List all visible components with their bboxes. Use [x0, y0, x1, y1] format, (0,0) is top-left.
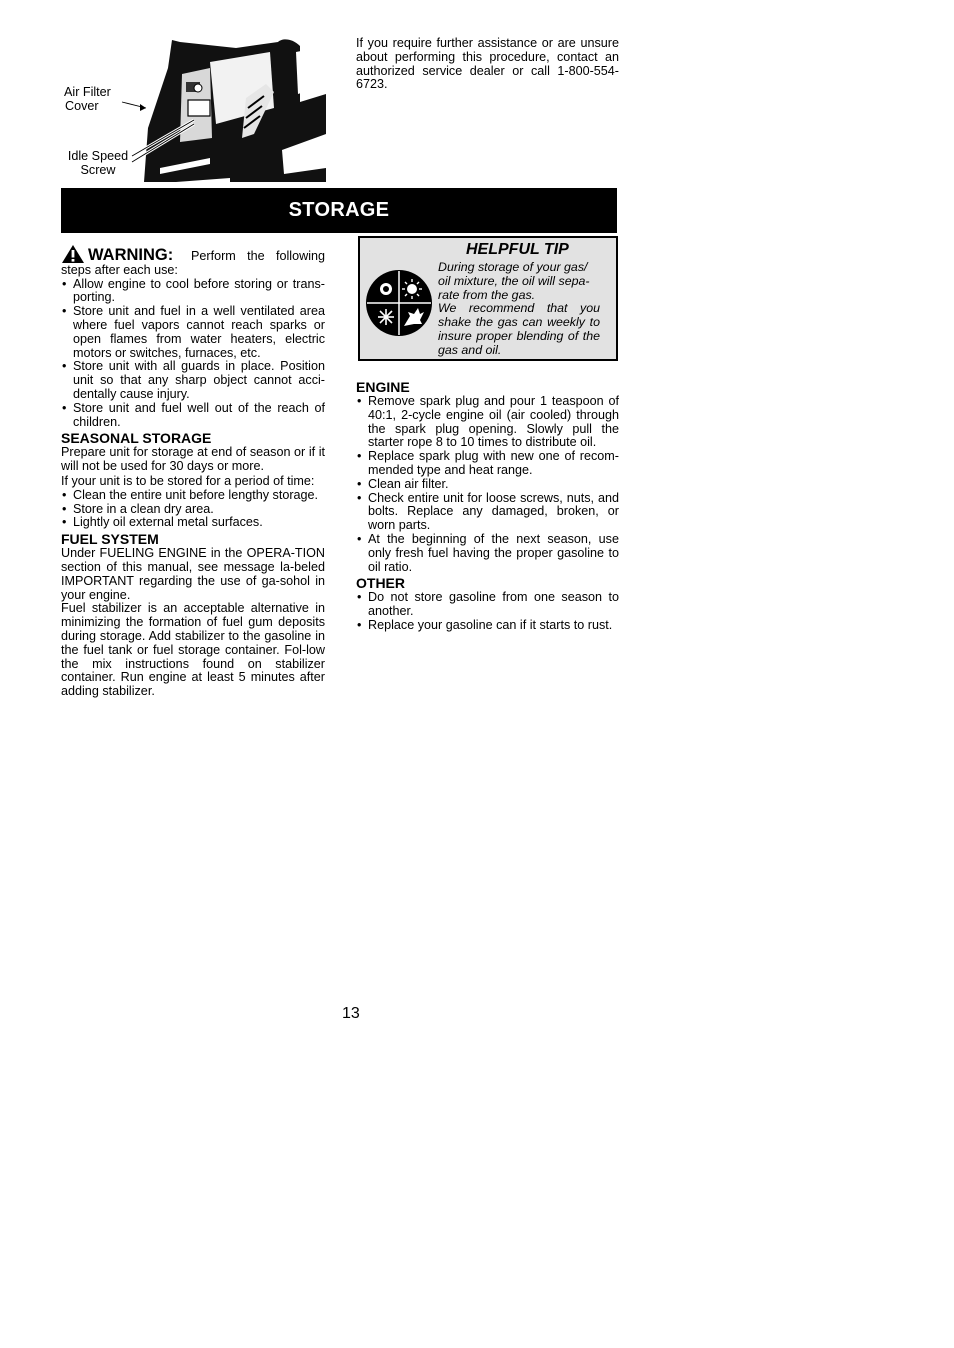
- seasonal-storage-heading: SEASONAL STORAGE: [61, 430, 212, 447]
- seasonal-list: [61, 489, 325, 530]
- list-item: • Do not store gasoline from one season to another.: [356, 591, 619, 619]
- page-number: 13: [342, 1005, 360, 1022]
- fuel-system-heading: FUEL SYSTEM: [61, 531, 159, 548]
- left-column: [61, 244, 325, 699]
- helpful-tip-text-2: We recommend that you shake the gas can weekly to insure proper blending of the gas and oil.: [438, 301, 600, 357]
- warning-triangle-icon: [61, 244, 85, 264]
- warning-list: [61, 278, 325, 430]
- idle-speed-label-line2: Screw: [80, 162, 116, 177]
- right-column: [356, 380, 619, 633]
- list-item: • Store in a clean dry area.: [61, 503, 325, 517]
- list-item: • Clean air filter.: [356, 478, 619, 492]
- fuel-para-1: Under FUELING ENGINE in the OPERA-TION section of this manual, see message la-beled IMPORTANT regarding the use of ga-sohol in your engine.: [61, 546, 325, 602]
- list-item: • Replace your gasoline can if it starts to rust.: [356, 619, 619, 633]
- warning-intro: Perform the following steps after each use:: [61, 249, 325, 277]
- air-filter-label-line1: Air Filter: [64, 85, 111, 99]
- fuel-para-2: Fuel stabilizer is an acceptable alternative in minimizing the formation of fuel gum deposits during storage. Add stabilizer to the gasoline in the fuel tank or fuel storage container. Fol-low the mix instructions found on stabilizer container. Run engine at least 5 minutes after adding stabilizer.: [61, 601, 325, 699]
- seasonal-para-2: If your unit is to be stored for a period of time:: [61, 473, 315, 488]
- list-item: • Allow engine to cool before storing or trans-porting.: [61, 278, 325, 306]
- list-item: • Store unit and fuel in a well ventilated area where fuel vapors cannot reach sparks or open flames from water heaters, electric motors or switches, furnaces, etc.: [61, 305, 325, 360]
- list-item: • At the beginning of the next season, use only fresh fuel having the proper gasoline to oil ratio.: [356, 533, 619, 574]
- engine-illustration: [60, 38, 326, 184]
- section-title-band: [61, 188, 617, 233]
- other-list: [356, 591, 619, 632]
- idle-speed-label-line1: Idle Speed: [67, 149, 129, 163]
- engine-heading: ENGINE: [356, 379, 410, 395]
- other-heading: OTHER: [356, 575, 405, 592]
- list-item: • Replace spark plug with new one of recom-mended type and heat range.: [356, 450, 619, 478]
- helpful-tip-text-1: During storage of your gas/ oil mixture, the oil will sepa-rate from the gas.: [438, 260, 590, 302]
- four-seasons-icon: [364, 268, 434, 338]
- list-item: • Clean the entire unit before lengthy storage.: [61, 489, 325, 503]
- idle-speed-label: [66, 150, 130, 178]
- warning-label: WARNING:: [88, 246, 174, 264]
- seasonal-para-1: Prepare unit for storage at end of season or if it will not be used for 30 days or more.: [61, 445, 325, 474]
- engine-list: [356, 395, 619, 574]
- helpful-tip-box: [358, 236, 618, 361]
- section-title: STORAGE: [288, 199, 390, 221]
- assistance-text: If you require further assistance or are unsure about performing this procedure, contact an authorized service dealer or call 1-800-554-6723.: [356, 36, 619, 92]
- list-item: • Store unit and fuel well out of the reach of children.: [61, 402, 325, 430]
- air-filter-label: [64, 86, 111, 114]
- helpful-tip-title: HELPFUL TIP: [466, 241, 569, 258]
- helpful-tip-text: [438, 261, 600, 358]
- list-item: • Remove spark plug and pour 1 teaspoon of 40:1, 2-cycle engine oil (air cooled) through the spark plug opening. Slowly pull the starter rope 8 to 10 times to distribute oil.: [356, 395, 619, 450]
- air-filter-label-line2: Cover: [65, 98, 99, 113]
- list-item: • Check entire unit for loose screws, nuts, and bolts. Replace any damaged, broken, or worn parts.: [356, 492, 619, 533]
- list-item: • Lightly oil external metal surfaces.: [61, 516, 325, 530]
- list-item: • Store unit with all guards in place. Position unit so that any sharp object cannot acci-dentally cause injury.: [61, 360, 325, 401]
